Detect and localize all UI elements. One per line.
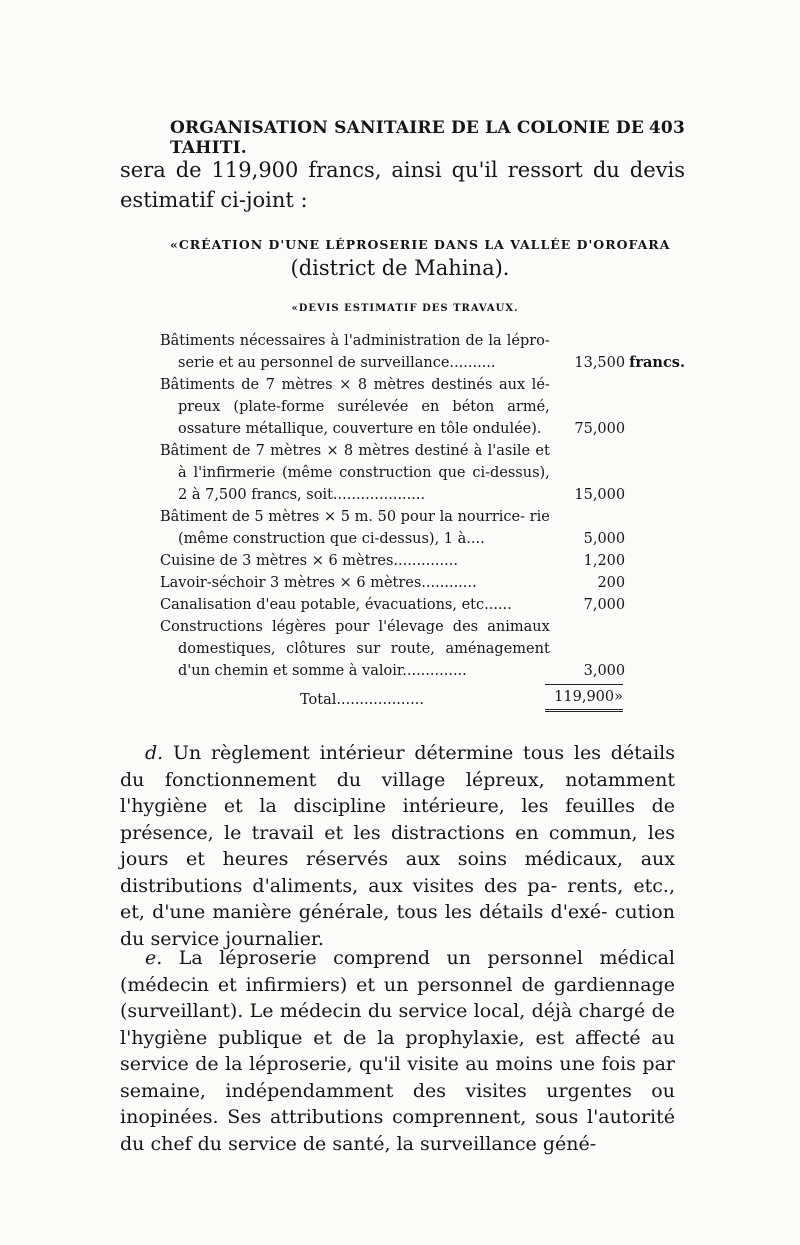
paragraph-letter: e.	[145, 947, 163, 969]
paragraph-text: La léproserie comprend un personnel médical (médecin et infirmiers) et un personnel de gardiennage (surveillant). Le médecin du service local, déjà chargé de l'hygiène publique et de la prophylaxie, est affecté au service de la léproserie, qu'il visite au moins une fois par semaine, indépendamment des visites urgentes ou inopinées. Ses attributions comprennent, sous l'autorité du chef du service de santé, la surveillance géné-	[120, 947, 675, 1155]
table-row	[160, 506, 685, 550]
item-amount: 5,000	[583, 531, 626, 547]
table-row	[160, 374, 685, 440]
devis-title: «CRÉATION D'UNE LÉPROSERIE DANS LA VALLÉE D'OROFARA	[170, 237, 671, 252]
item-description: Bâtiment de 7 mètres × 8 mètres destiné à l'asile et à l'infirmerie (même construction que ci-dessus), 2 à 7,500 francs, soit....................	[160, 443, 550, 503]
item-amount: 3,000	[583, 663, 626, 679]
item-description: Cuisine de 3 mètres × 6 mètres..............	[160, 553, 458, 569]
paragraph-d	[120, 740, 675, 952]
total-row	[160, 684, 685, 712]
item-amount: 75,000	[574, 421, 626, 437]
item-amount: 13,500	[574, 355, 626, 371]
item-description: Lavoir-séchoir 3 mètres × 6 mètres............	[160, 575, 477, 591]
devis-subtitle: «DEVIS ESTIMATIF DES TRAVAUX.	[291, 303, 519, 314]
item-description: Bâtiments nécessaires à l'administration de la lépro- serie et au personnel de surveillance..........	[160, 333, 550, 371]
intro-paragraph: sera de 119,900 francs, ainsi qu'il ressort du devis estimatif ci-joint :	[120, 158, 685, 212]
item-description: Canalisation d'eau potable, évacuations, etc......	[160, 597, 512, 613]
currency-unit: francs.	[629, 354, 685, 371]
table-row	[160, 550, 685, 572]
item-amount: 200	[597, 575, 626, 591]
item-amount: 15,000	[574, 487, 626, 503]
total-label: Total...................	[300, 692, 424, 708]
paragraph-e	[120, 945, 675, 1157]
table-row	[160, 440, 685, 506]
item-amount: 7,000	[583, 597, 626, 613]
table-row	[160, 616, 685, 682]
table-row	[160, 330, 685, 374]
paragraph-text: Un règlement intérieur détermine tous les détails du fonctionnement du village lépreux, notamment l'hygiène et la discipline intérieure, les feuilles de présence, le travail et les distractions en commun, les jours et heures réservés aux soins médicaux, aux distributions d'aliments, aux visites des pa- rents, etc., et, d'une manière générale, tous les détails d'exé- cution du service journalier.	[120, 742, 675, 950]
table-row	[160, 572, 685, 594]
paragraph-letter: d.	[145, 742, 164, 764]
item-description: Bâtiment de 5 mètres × 5 m. 50 pour la nourrice- rie (même construction que ci-dessus), 1 à....	[160, 509, 550, 547]
total-amount: 119,900»	[545, 684, 623, 712]
page-number: 403	[648, 118, 685, 138]
devis-district: (district de Mahina).	[290, 256, 510, 280]
item-description: Bâtiments de 7 mètres × 8 mètres destinés aux lé- preux (plate-forme surélevée en béton armé, ossature métallique, couverture en tôle ondulée).	[160, 377, 550, 437]
item-description: Constructions légères pour l'élevage des animaux domestiques, clôtures sur route, aménagement d'un chemin et somme à valoir..............	[160, 619, 550, 679]
header-title: ORGANISATION SANITAIRE DE LA COLONIE DE TAHITI.	[170, 118, 645, 158]
running-header	[170, 118, 685, 158]
table-row	[160, 594, 685, 616]
item-amount: 1,200	[583, 553, 626, 569]
cost-estimate-table	[160, 330, 685, 712]
